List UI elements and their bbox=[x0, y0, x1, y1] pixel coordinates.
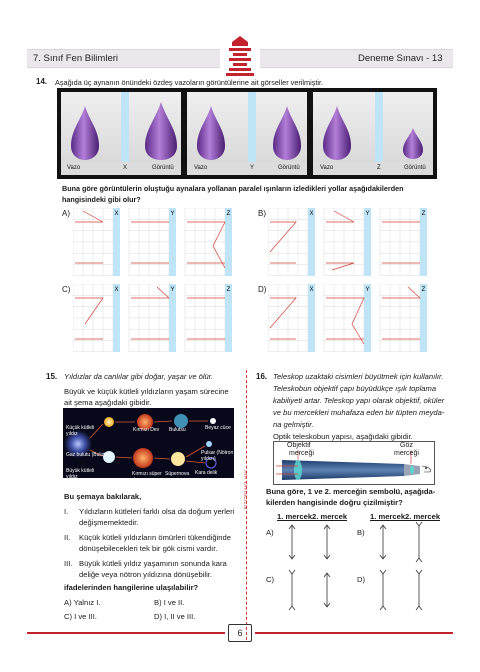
panel1-mirror-label: X bbox=[123, 165, 128, 171]
q16-p1-l4: ve bu mercekleri muhafaza eden bir tüpten meyda- bbox=[273, 408, 445, 417]
q16-p1-l3: kabiliyeti artar. Teleskop yapı olarak objektif, oküler bbox=[273, 396, 445, 405]
page-number: 6 bbox=[237, 628, 243, 638]
light-ray bbox=[326, 263, 354, 270]
label-big-star: Büyük kütleli yıldız bbox=[66, 468, 95, 480]
panel2-mirror-label: Y bbox=[250, 165, 255, 171]
q15-answer-d[interactable]: D) I, II ve III. bbox=[154, 612, 196, 621]
label-red-supergiant: Kırmızı süper dev bbox=[132, 471, 162, 483]
header-left-title: 7. Sınıf Fen Bilimleri bbox=[33, 53, 118, 64]
page-number-box bbox=[228, 624, 252, 642]
q14-question-l1: Buna göre görüntülerin oluştuğu aynalara yollanan paralel ışınların izledikleri yollar aşağıdakilerden bbox=[62, 184, 404, 193]
ray-diagram-0 bbox=[73, 284, 120, 352]
q16-col1-left: 1. mercek bbox=[277, 512, 313, 521]
q15-st1-l2: değişmemektedir. bbox=[79, 518, 139, 527]
light-ray bbox=[270, 298, 296, 328]
q15-st3-l2: deliğe veya nötron yıldızına dönüşebilir. bbox=[79, 570, 212, 579]
q16-question-l2: kilerden hangisinde doğru çizilmiştir? bbox=[266, 498, 403, 507]
q14-option-b-diagrams bbox=[268, 208, 436, 283]
label-nebula: Bulutsu bbox=[169, 427, 186, 433]
ray-diagram-set bbox=[73, 284, 241, 354]
panel2-image-label: Görüntü bbox=[278, 165, 300, 171]
header-right-title: Deneme Sınavı - 13 bbox=[358, 53, 443, 64]
q15-answer-b[interactable]: B) I ve II. bbox=[154, 598, 185, 607]
q15-answer-c[interactable]: C) I ve III. bbox=[64, 612, 97, 621]
ray-diagram-2 bbox=[185, 208, 232, 276]
ray-diagram-set bbox=[73, 208, 241, 278]
q14-option-d-label[interactable]: D) bbox=[258, 285, 267, 294]
label-white-dwarf: Beyaz cüce bbox=[205, 425, 231, 431]
ray-diagram-0 bbox=[268, 284, 315, 352]
footer-line-left bbox=[27, 632, 225, 634]
q16-col2-right: 2. mercek bbox=[405, 512, 441, 521]
light-ray bbox=[75, 211, 103, 222]
q16-question-l1: Buna göre, 1 ve 2. merceğin sembolü, aşağıda- bbox=[266, 487, 436, 496]
q16-col1-right: 1. mercek bbox=[370, 512, 406, 521]
mirror-letter: X bbox=[114, 287, 119, 293]
panel2-vase-label: Vazo bbox=[194, 165, 208, 171]
label-black-hole: Kara delik bbox=[195, 470, 218, 476]
mirror-letter: X bbox=[309, 211, 314, 217]
q14-intro: Aşağıda üç aynanın önündeki özdeş vazoların görüntülerine ait görseller verilmiştir. bbox=[55, 78, 324, 87]
q15-st2-num: II. bbox=[64, 533, 71, 542]
q14-option-a-diagrams bbox=[73, 208, 241, 283]
ray-diagram-set bbox=[268, 208, 436, 278]
label-pulsar: Pulsar (Nötron yıldızı) bbox=[201, 450, 234, 462]
q15-st3-l1: Büyük kütleli yıldız yaşamının sonunda kara bbox=[79, 559, 227, 568]
q14-option-d-diagrams bbox=[268, 284, 436, 359]
q16-col2-left: 2. mercek bbox=[312, 512, 348, 521]
q16-p2: Optik teleskobun yapısı, aşağıdaki gibidir. bbox=[273, 432, 413, 441]
mirror-letter: Y bbox=[170, 211, 175, 217]
mirror-letter: Y bbox=[365, 287, 370, 293]
light-ray bbox=[75, 298, 103, 324]
q15-st2-l1: Küçük kütleli yıldızların ömürleri tükendiğinde bbox=[79, 533, 231, 542]
q14-option-b-label[interactable]: B) bbox=[258, 209, 266, 218]
label-red-giant: Kırmızı Dev bbox=[133, 427, 160, 433]
q15-st3-num: III. bbox=[64, 559, 73, 568]
q15-lead: Bu şemaya bakılarak, bbox=[64, 492, 142, 501]
light-ray bbox=[131, 287, 169, 298]
q15-line1: Yıldızlar da canlılar gibi doğar, yaşar ve ölür. bbox=[64, 372, 214, 381]
objective-label-l1: Objektif bbox=[287, 442, 311, 449]
light-ray bbox=[187, 222, 225, 268]
mirror-letter: X bbox=[309, 287, 314, 293]
ray-diagram-1 bbox=[324, 284, 371, 352]
panel1-image-label: Görüntü bbox=[152, 165, 174, 171]
label-supernova: Süpernova bbox=[165, 471, 190, 477]
ray-diagram-0 bbox=[268, 208, 315, 276]
q14-option-c-label[interactable]: C) bbox=[62, 285, 71, 294]
label-small-star: Küçük kütleli yıldız bbox=[66, 425, 95, 437]
lens-symbols bbox=[266, 521, 456, 621]
panel3-mirror-label: Z bbox=[377, 165, 381, 171]
q14-question-l2: hangisindeki gibi olur? bbox=[62, 195, 141, 204]
q15-number: 15. bbox=[46, 372, 58, 381]
q16-p1-l5: na gelmiştir. bbox=[273, 420, 314, 429]
mirror-letter: X bbox=[114, 211, 119, 217]
panel3-image-label: Görüntü bbox=[404, 165, 426, 171]
q16-number: 16. bbox=[256, 372, 268, 381]
q16-p1-l1: Teleskop uzaktaki cisimleri büyütmek için kullanılır. bbox=[273, 372, 444, 381]
label-gas-cloud: Gaz bulutu (Bulutsu) bbox=[66, 452, 112, 458]
light-ray bbox=[270, 222, 296, 252]
ray-diagram-2 bbox=[380, 208, 427, 276]
q16-option-a[interactable]: A) bbox=[266, 528, 274, 537]
q14-option-a-label[interactable]: A) bbox=[62, 209, 70, 218]
q16-option-b[interactable]: B) bbox=[357, 528, 365, 537]
ray-diagram-1 bbox=[129, 208, 176, 276]
publisher-watermark: ATA YAYINCILIK bbox=[243, 470, 248, 511]
q15-line3: ait şema aşağıdaki gibidir. bbox=[64, 398, 152, 407]
ray-diagram-1 bbox=[324, 208, 371, 276]
footer-line-right bbox=[255, 632, 453, 634]
light-ray bbox=[382, 287, 420, 298]
mirror-letter: Z bbox=[421, 211, 426, 217]
q16-p1-l2: Teleskobun objektif çapı büyüdükçe ışık toplama bbox=[273, 384, 437, 393]
q15-line2: Büyük ve küçük kütleli yıldızların yaşam sürecine bbox=[64, 387, 229, 396]
q14-number: 14. bbox=[36, 77, 48, 86]
ray-diagram-2 bbox=[380, 284, 427, 352]
mirror-letter: Z bbox=[226, 287, 231, 293]
ray-diagram-set bbox=[268, 284, 436, 354]
light-ray bbox=[326, 211, 354, 222]
mirror-letter: Z bbox=[421, 287, 426, 293]
ray-diagram-2 bbox=[185, 284, 232, 352]
q15-st1-num: I. bbox=[64, 507, 69, 516]
panel1-vase-label: Vazo bbox=[67, 165, 81, 171]
eyepiece-label-l1: Göz bbox=[400, 442, 413, 449]
q15-question: ifadelerinden hangilerine ulaşılabilir? bbox=[64, 583, 199, 592]
q14-option-c-diagrams bbox=[73, 284, 241, 359]
publisher-logo bbox=[220, 34, 260, 78]
panel3-vase-label: Vazo bbox=[320, 165, 334, 171]
q15-st1-l1: Yıldızların kütleleri farklı olsa da doğum yerleri bbox=[79, 507, 235, 516]
ray-diagram-0 bbox=[73, 208, 120, 276]
objective-label-l2: merceği bbox=[289, 450, 314, 457]
q16-option-d[interactable]: D) bbox=[357, 575, 366, 584]
light-ray bbox=[326, 298, 364, 344]
ray-diagram-1 bbox=[129, 284, 176, 352]
mirror-letter: Z bbox=[226, 211, 231, 217]
eyepiece-label-l2: merceği bbox=[394, 450, 419, 457]
mirror-letter: Y bbox=[170, 287, 175, 293]
mirror-letter: Y bbox=[365, 211, 370, 217]
q16-option-c[interactable]: C) bbox=[266, 575, 275, 584]
q15-st2-l2: dönüşebilecekleri tek bir gök cismi vardır. bbox=[79, 544, 218, 553]
q15-answer-a[interactable]: A) Yalnız I. bbox=[64, 598, 101, 607]
